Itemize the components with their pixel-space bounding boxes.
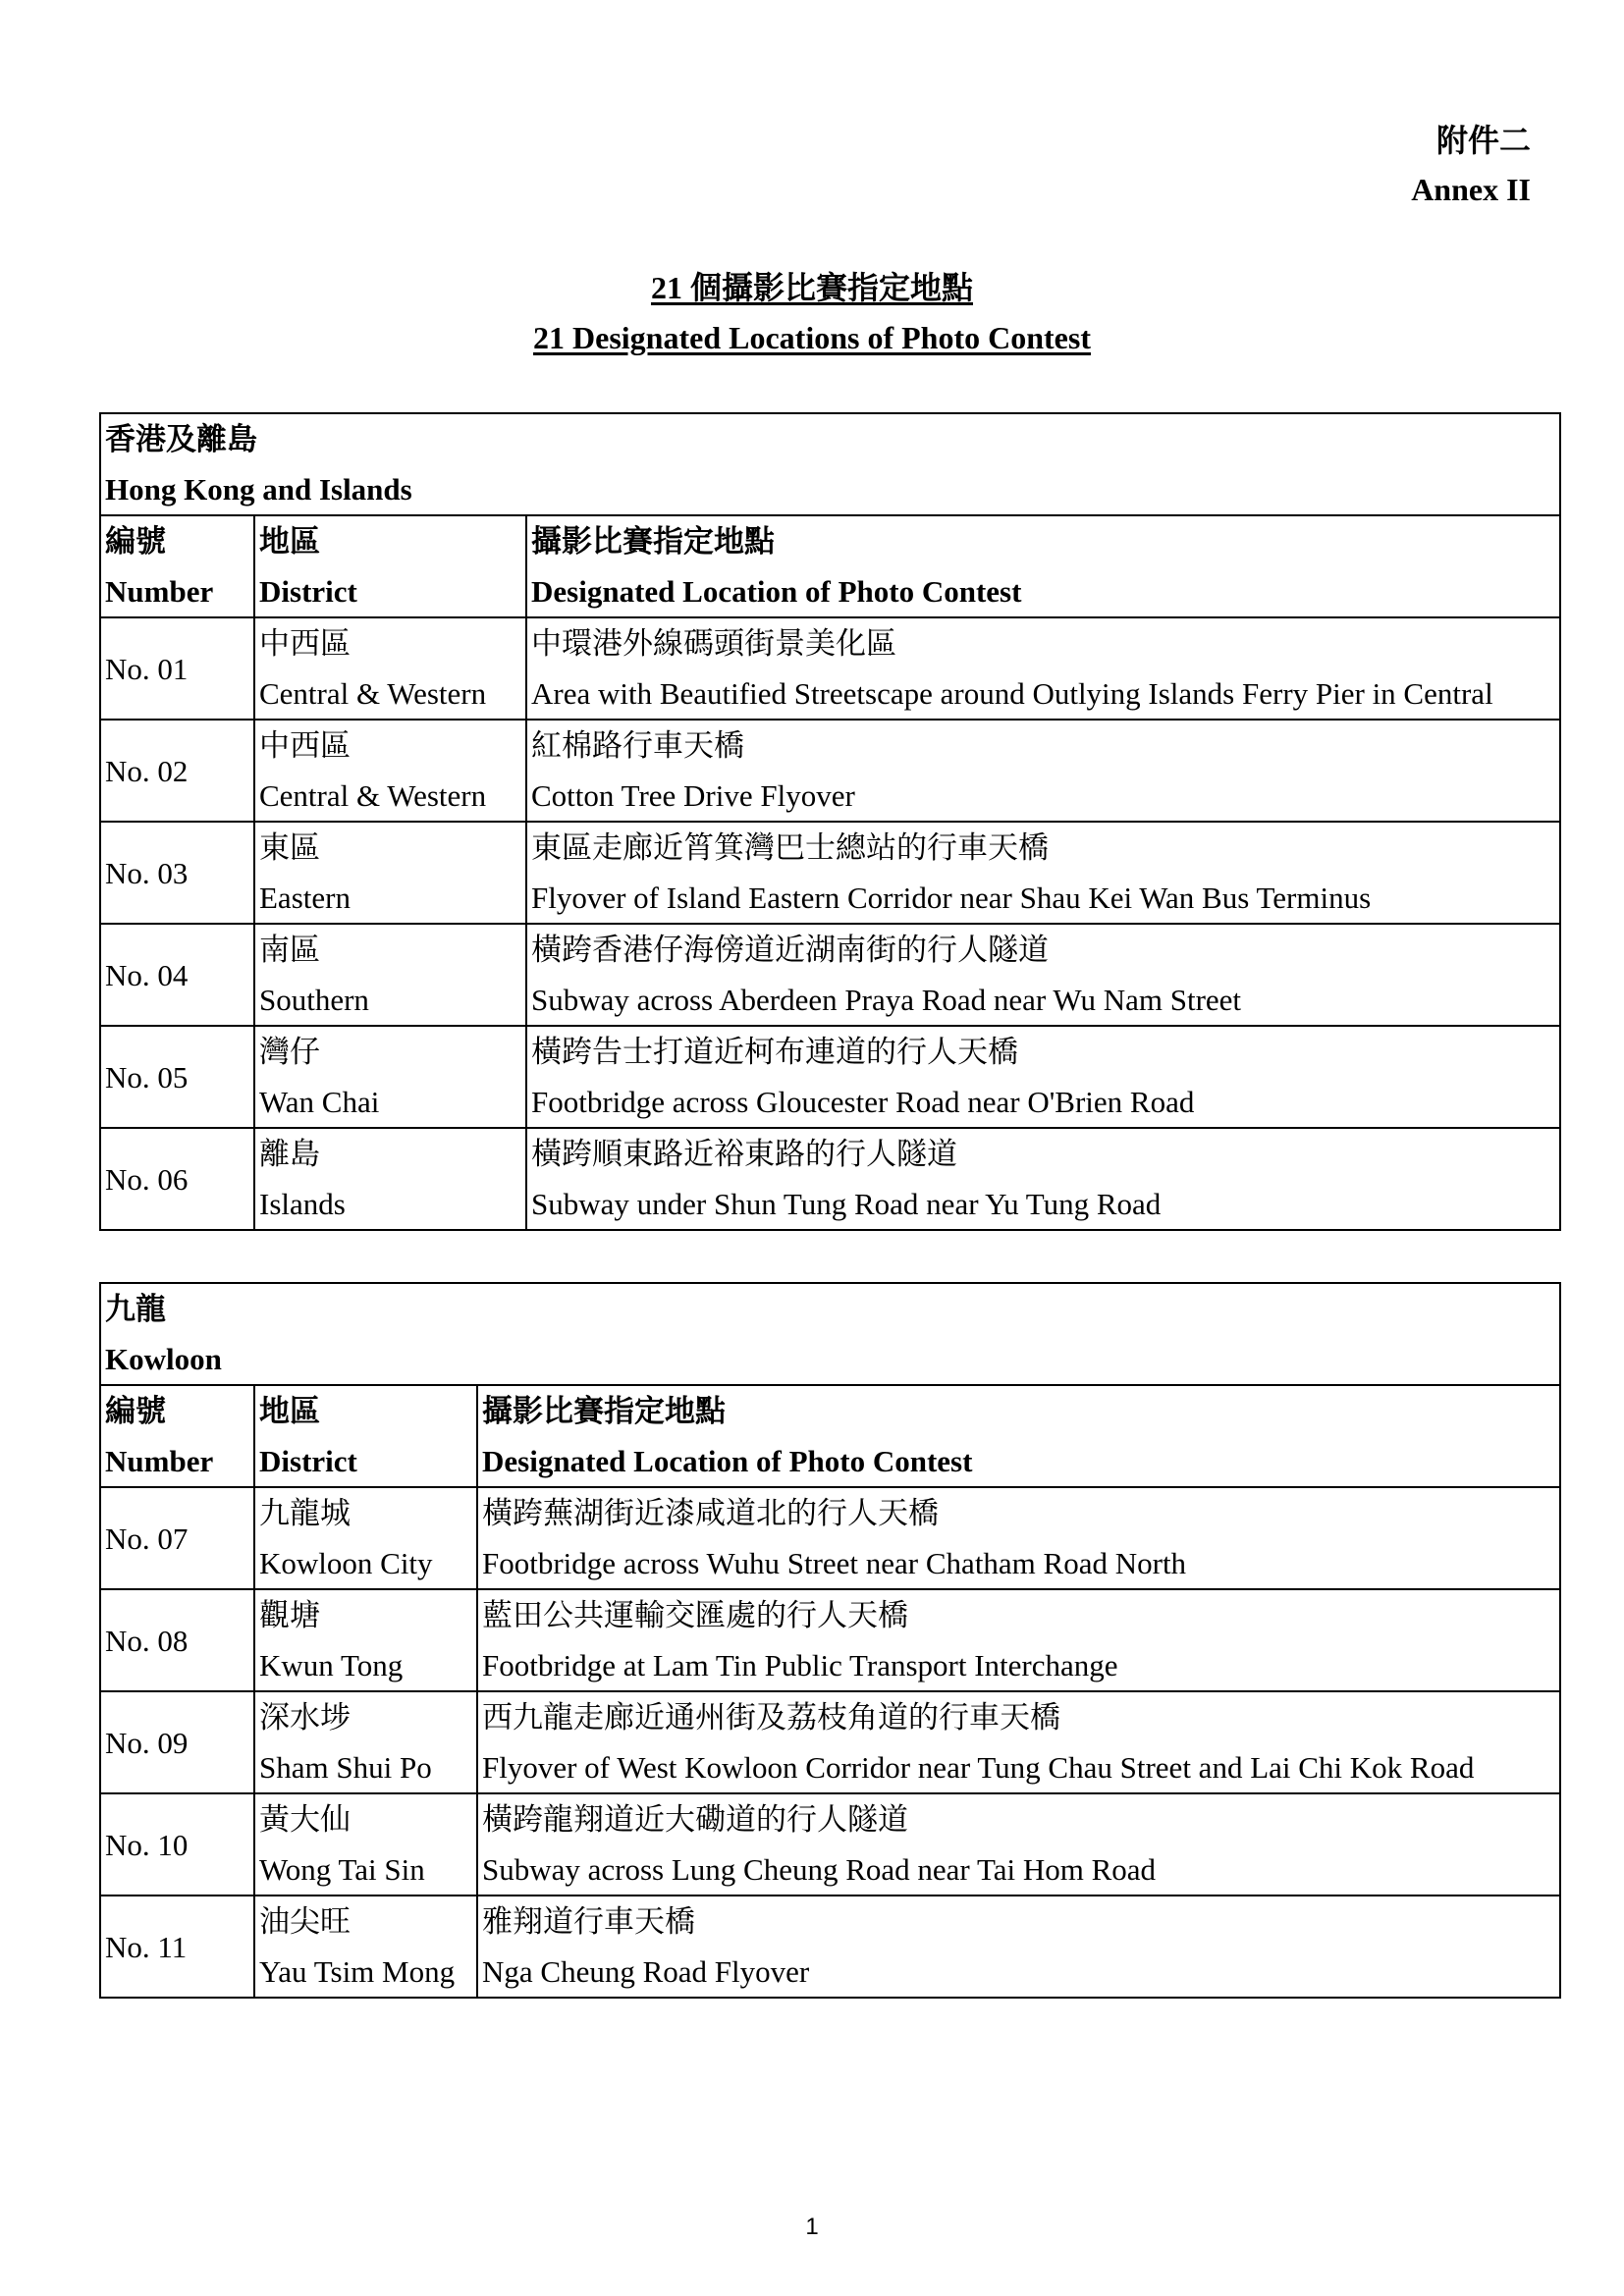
region-name xyxy=(100,1283,1560,1385)
row-district: 南區 Southern xyxy=(254,924,526,1026)
page-number: 1 xyxy=(805,2214,819,2240)
table-row xyxy=(100,1128,1560,1230)
row-number: No. 11 xyxy=(100,1896,254,1998)
row-location: 橫跨蕪湖街近漆咸道北的行人天橋 Footbridge across Wuhu Street near Chatham Road North xyxy=(477,1487,1560,1589)
row-number: No. 01 xyxy=(100,617,254,720)
table-row xyxy=(100,1793,1560,1896)
row-location: 東區走廊近筲箕灣巴士總站的行車天橋 Flyover of Island Eastern Corridor near Shau Kei Wan Bus Terminus xyxy=(526,822,1560,924)
column-header-district: 地區 District xyxy=(254,1385,477,1487)
row-number: No. 02 xyxy=(100,720,254,822)
table-row xyxy=(100,924,1560,1026)
row-location: 紅棉路行車天橋 Cotton Tree Drive Flyover xyxy=(526,720,1560,822)
document-title-zh: 21 個攝影比賽指定地點 xyxy=(650,270,973,305)
table-row xyxy=(100,1026,1560,1128)
row-location: 橫跨香港仔海傍道近湖南街的行人隧道 Subway across Aberdeen Praya Road near Wu Nam Street xyxy=(526,924,1560,1026)
row-number: No. 10 xyxy=(100,1793,254,1896)
region-name-en: Hong Kong and Islands xyxy=(105,472,412,507)
row-number: No. 03 xyxy=(100,822,254,924)
row-district: 中西區 Central & Western xyxy=(254,617,526,720)
region-table-kowloon xyxy=(99,1282,1561,1999)
region-name-zh: 九龍 xyxy=(105,1292,166,1326)
region-name xyxy=(100,413,1560,515)
region-name-en: Kowloon xyxy=(105,1342,222,1376)
row-district: 離島 Islands xyxy=(254,1128,526,1230)
region-header-row xyxy=(100,413,1560,515)
row-location: 橫跨龍翔道近大磡道的行人隧道 Subway across Lung Cheung Road near Tai Hom Road xyxy=(477,1793,1560,1896)
row-number: No. 07 xyxy=(100,1487,254,1589)
row-district: 油尖旺 Yau Tsim Mong xyxy=(254,1896,477,1998)
row-district: 黃大仙 Wong Tai Sin xyxy=(254,1793,477,1896)
row-district: 東區 Eastern xyxy=(254,822,526,924)
row-location: 中環港外線碼頭街景美化區 Area with Beautified Streetscape around Outlying Islands Ferry Pier in Central xyxy=(526,617,1560,720)
row-location: 橫跨告士打道近柯布連道的行人天橋 Footbridge across Gloucester Road near O'Brien Road xyxy=(526,1026,1560,1128)
table-row xyxy=(100,1896,1560,1998)
table-row xyxy=(100,822,1560,924)
column-header-row xyxy=(100,515,1560,617)
row-district: 灣仔 Wan Chai xyxy=(254,1026,526,1128)
table-row xyxy=(100,720,1560,822)
table-row xyxy=(100,1487,1560,1589)
row-location: 橫跨順東路近裕東路的行人隧道 Subway under Shun Tung Road near Yu Tung Road xyxy=(526,1128,1560,1230)
region-name-zh: 香港及離島 xyxy=(105,422,257,456)
annex-label-en: Annex II xyxy=(1411,172,1531,207)
annex-label xyxy=(1411,116,1531,214)
column-header-location: 攝影比賽指定地點 Designated Location of Photo Contest xyxy=(477,1385,1560,1487)
row-location: 雅翔道行車天橋 Nga Cheung Road Flyover xyxy=(477,1896,1560,1998)
row-number: No. 08 xyxy=(100,1589,254,1691)
column-header-number: 編號 Number xyxy=(100,515,254,617)
document-title xyxy=(0,263,1624,363)
row-district: 九龍城 Kowloon City xyxy=(254,1487,477,1589)
table-row xyxy=(100,1691,1560,1793)
column-header-row xyxy=(100,1385,1560,1487)
table-row xyxy=(100,1589,1560,1691)
column-header-location: 攝影比賽指定地點 Designated Location of Photo Contest xyxy=(526,515,1560,617)
row-district: 中西區 Central & Western xyxy=(254,720,526,822)
row-location: 西九龍走廊近通州街及荔枝角道的行車天橋 Flyover of West Kowloon Corridor near Tung Chau Street and Lai Chi Kok Road xyxy=(477,1691,1560,1793)
column-header-number: 編號 Number xyxy=(100,1385,254,1487)
region-header-row xyxy=(100,1283,1560,1385)
column-header-district: 地區 District xyxy=(254,515,526,617)
row-number: No. 04 xyxy=(100,924,254,1026)
row-number: No. 06 xyxy=(100,1128,254,1230)
row-number: No. 09 xyxy=(100,1691,254,1793)
document-title-en: 21 Designated Locations of Photo Contest xyxy=(533,320,1091,355)
row-district: 深水埗 Sham Shui Po xyxy=(254,1691,477,1793)
table-row xyxy=(100,617,1560,720)
row-number: No. 05 xyxy=(100,1026,254,1128)
region-table-hong-kong-islands xyxy=(99,412,1561,1231)
row-location: 藍田公共運輸交匯處的行人天橋 Footbridge at Lam Tin Public Transport Interchange xyxy=(477,1589,1560,1691)
annex-label-zh: 附件二 xyxy=(1435,123,1531,158)
row-district: 觀塘 Kwun Tong xyxy=(254,1589,477,1691)
